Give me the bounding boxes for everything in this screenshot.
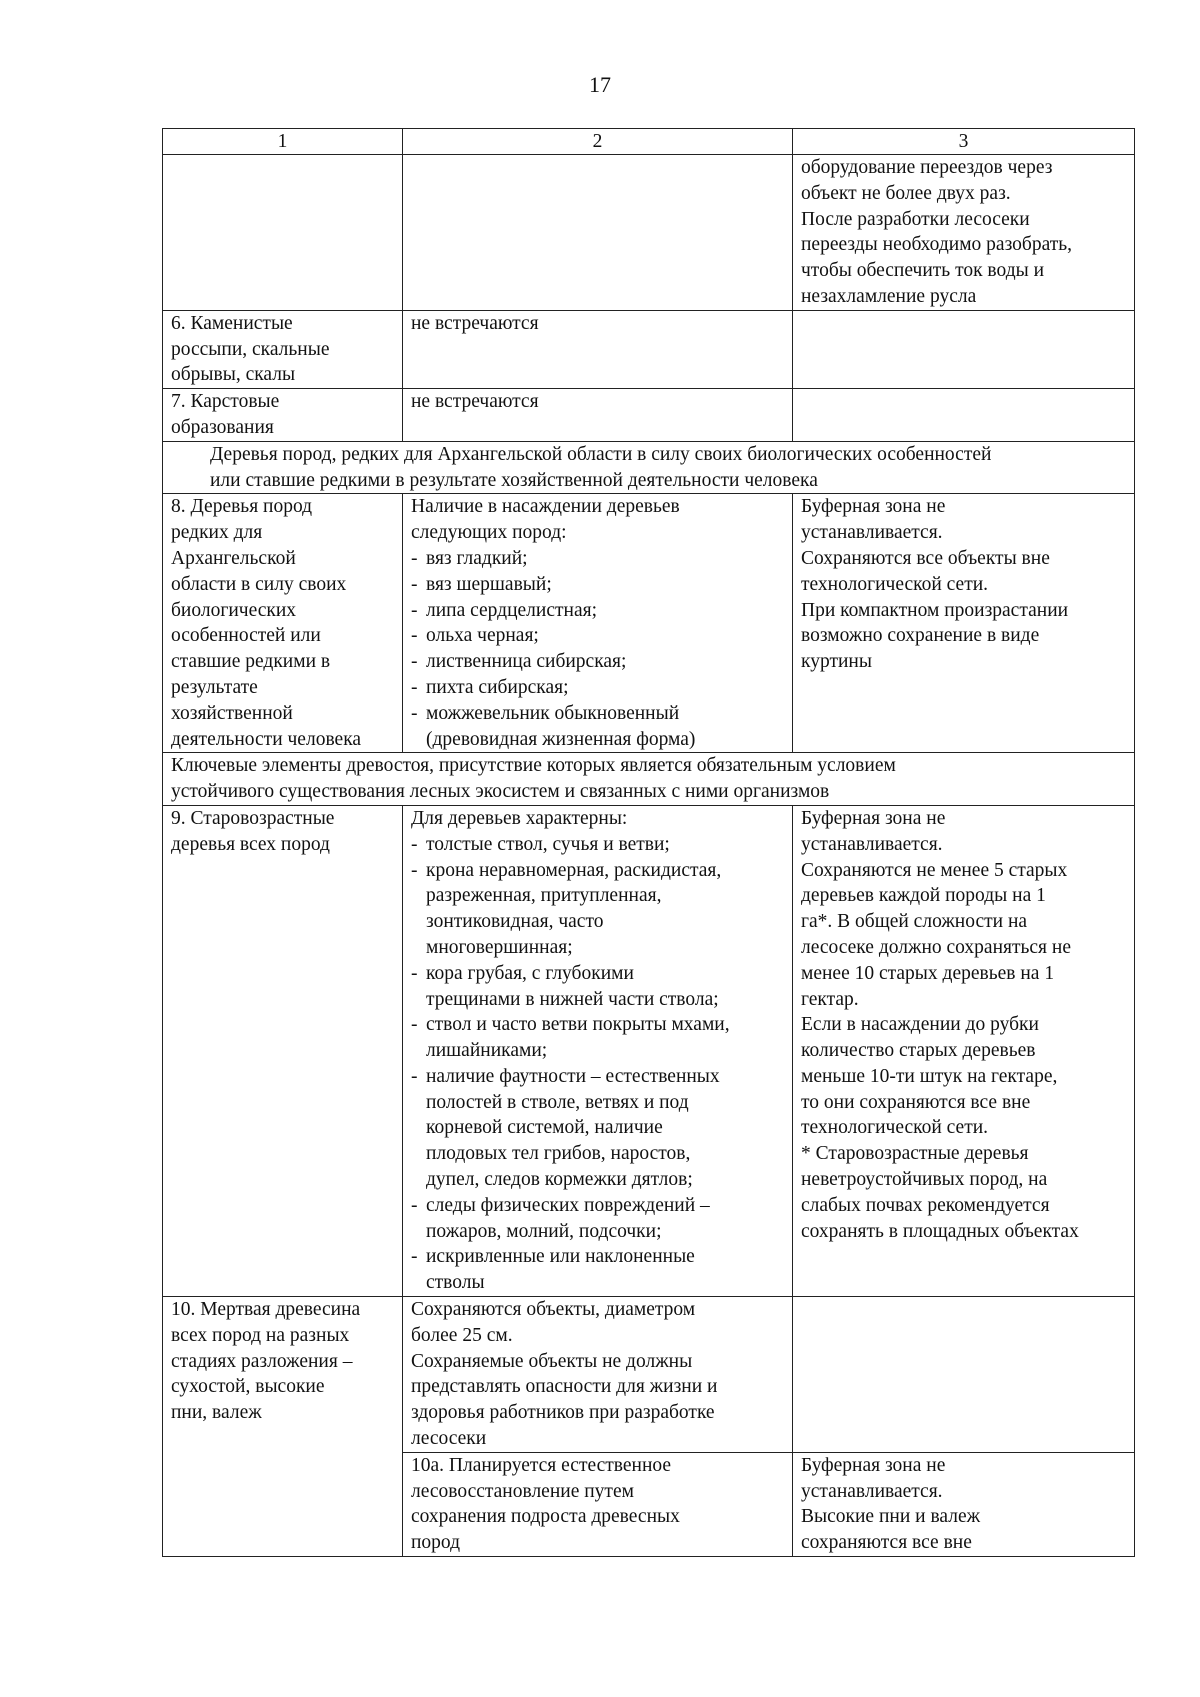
list-item-line: зонтиковидная, часто [426,911,604,933]
list-item-line: дупел, следов кормежки дятлов; [426,1169,693,1191]
table-row-8 [163,494,1135,753]
table-header-row [163,129,1135,155]
text-line: * Старовозрастные деревья [801,1143,1029,1165]
text-line: Наличие в насаждении деревьев [411,496,680,518]
text-line: россыпи, скальные [171,338,330,360]
text-line: менее 10 старых деревьев на 1 [801,962,1055,984]
text-line: Буферная зона не [801,807,946,829]
text-line: Сохраняются не менее 5 старых [801,859,1068,881]
text-line: пород [411,1532,461,1554]
text-line: 10. Мертвая древесина [171,1299,361,1321]
cell-row10-measures [793,1297,1135,1453]
list-item-line: трещинами в нижней части ствола; [426,988,719,1010]
table-row-10 [163,1297,1135,1453]
text-line: га*. В общей сложности на [801,911,1028,933]
list-item [411,572,784,598]
list-item-line: - ольха черная; [426,625,539,647]
text-line: редких для [171,522,263,544]
cell-row10-object [163,1297,403,1557]
text-line: пни, валеж [171,1402,262,1424]
list-item [411,961,784,1013]
list-item-line: - вяз гладкий; [426,547,528,569]
text-line: незахламление русла [801,285,977,307]
row8-criteria-intro [411,494,784,546]
text-line: хозяйственной [171,702,293,724]
text-line: Деревья пород, редких для Архангельской области в силу своих биологических особенностей [210,443,992,465]
text-line: куртины [801,651,872,673]
table-row-7 [163,389,1135,442]
text-line: деятельности человека [171,728,362,750]
text-line: 8. Деревья пород [171,496,313,518]
text-line: или ставшие редкими в результате хозяйственной деятельности человека [210,469,818,491]
text-line: сохранять в площадных объектах [801,1220,1079,1242]
cell-cont-col1 [163,155,403,311]
list-item-line: разреженная, притупленная, [426,885,662,907]
text-line: сохраняются все вне [801,1532,972,1554]
text-line: устанавливается. [801,833,943,855]
text-line: деревьев каждой породы на 1 [801,885,1046,907]
cell-row10a-criteria [403,1452,793,1556]
list-item [411,675,784,701]
row9-criteria-intro [411,806,784,832]
text-line: области в силу своих [171,573,347,595]
cell-cont-col3 [793,155,1135,311]
cell-row9-object [163,805,403,1296]
text-line: более 25 см. [411,1324,513,1346]
text-line: Буферная зона не [801,1454,946,1476]
cell-cont-col2 [403,155,793,311]
list-item-line: (древовидная жизненная форма) [426,728,696,750]
header-cell-3: 3 [793,129,1135,155]
text-line: 9. Старовозрастные [171,807,335,829]
list-item-line: стволы [426,1272,485,1294]
list-item-line: - искривленные или наклоненные [426,1246,695,1268]
text-line: количество старых деревьев [801,1040,1036,1062]
list-item-line: многовершинная; [426,936,573,958]
list-item [411,1193,784,1245]
list-item-line: - пихта сибирская; [426,676,569,698]
list-item-line: - можжевельник обыкновенный [426,702,680,724]
text-line: оборудование переездов через [801,157,1053,178]
cell-row9-criteria [403,805,793,1296]
list-item [411,623,784,649]
text-line: Буферная зона не [801,496,946,518]
text-line: Сохраняемые объекты не должны [411,1350,693,1372]
text-line: особенностей или [171,625,321,647]
page-number: 17 [589,72,611,97]
text-line: неветроустойчивых пород, на [801,1169,1048,1191]
text-line: возможно сохранение в виде [801,625,1040,647]
cell-row7-measures [793,389,1135,442]
section-row-rare-trees [163,441,1135,494]
list-item [411,832,784,858]
cell-row10-criteria [403,1297,793,1453]
table-row-continuation [163,155,1135,311]
text-line: технологической сети. [801,573,989,595]
text-line: Ключевые элементы древостоя, присутствие которых является обязательным условием [171,755,896,777]
list-item [411,1012,784,1064]
cell-row10a-measures [793,1452,1135,1556]
text-line: ставшие редкими в [171,651,331,673]
header-cell-1: 1 [163,129,403,155]
text-line: гектар. [801,988,859,1010]
list-item-line: пожаров, молний, подсочки; [426,1220,662,1242]
text-line: следующих пород: [411,522,567,544]
text-line: стадиях разложения – [171,1350,353,1372]
text-line: слабых почвах рекомендуется [801,1194,1050,1216]
text-line: не встречаются [411,391,539,413]
text-line: здоровья работников при разработке [411,1402,715,1424]
section-row-key-elements [163,753,1135,806]
text-line: лесосеке должно сохраняться не [801,936,1071,958]
list-item [411,1244,784,1296]
cell-row9-measures [793,805,1135,1296]
text-line: устанавливается. [801,1480,943,1502]
text-line: лесосеки [411,1428,487,1450]
text-line: результате [171,676,258,698]
text-line: устойчивого существования лесных экосистем и связанных с ними организмов [171,781,830,803]
text-line: 10а. Планируется естественное [411,1454,672,1476]
text-line: лесовосстановление путем [411,1480,634,1502]
list-item-line: - лиственница сибирская; [426,651,627,673]
cell-row8-measures [793,494,1135,753]
cell-row6-criteria [403,310,793,388]
text-line: меньше 10-ти штук на гектаре, [801,1065,1058,1087]
list-item [411,858,784,961]
text-line: не встречаются [411,312,539,334]
text-line: 6. Каменистые [171,312,293,334]
text-line: При компактном произрастании [801,599,1069,621]
text-line: Сохраняются объекты, диаметром [411,1299,696,1321]
text-line: образования [171,416,274,438]
cell-row6-measures [793,310,1135,388]
list-item-line: - следы физических повреждений – [426,1194,710,1216]
list-item [411,649,784,675]
list-item [411,1064,784,1193]
text-line: биологических [171,599,297,621]
text-line: Сохраняются все объекты вне [801,547,1050,569]
list-item [411,598,784,624]
list-item-line: лишайниками; [426,1040,548,1062]
header-cell-2: 2 [403,129,793,155]
list-item-line: - наличие фаутности – естественных [426,1065,720,1087]
text-line: всех пород на разных [171,1324,350,1346]
list-item-line: плодовых тел грибов, наростов, [426,1143,691,1165]
cell-row7-criteria [403,389,793,442]
text-line: После разработки лесосеки [801,208,1030,230]
text-line: технологической сети. [801,1117,989,1139]
list-item [411,546,784,572]
cell-row7-object [163,389,403,442]
text-line: 7. Карстовые [171,391,280,413]
text-line: Если в насаждении до рубки [801,1014,1039,1036]
text-line: Высокие пни и валеж [801,1506,981,1528]
text-line: то они сохраняются все вне [801,1091,1031,1113]
list-item-line: - кора грубая, с глубокими [426,962,634,984]
cell-row8-criteria [403,494,793,753]
section-heading-rare-trees [163,441,1135,494]
buffer-zone-table [162,128,1135,1557]
text-line: представлять опасности для жизни и [411,1376,718,1398]
cell-row6-object [163,310,403,388]
list-item-line: - липа сердцелистная; [426,599,598,621]
list-item-line: - вяз шершавый; [426,573,552,595]
list-item [411,701,784,753]
table-row-6 [163,310,1135,388]
section-heading-key-elements [163,753,1135,806]
text-line: Архангельской [171,547,296,569]
text-line: обрывы, скалы [171,364,296,386]
text-line: объект не более двух раз. [801,182,1011,204]
text-line: деревья всех пород [171,833,330,855]
list-item-line: - толстые ствол, сучья и ветви; [426,833,670,855]
table-row-9 [163,805,1135,1296]
list-item-line: - ствол и часто ветви покрыты мхами, [426,1014,730,1036]
text-line: Для деревьев характерны: [411,807,628,829]
row9-features-list [411,832,784,1296]
text-line: чтобы обеспечить ток воды и [801,260,1045,282]
cell-row8-object [163,494,403,753]
list-item-line: корневой системой, наличие [426,1117,663,1139]
text-line: сохранения подроста древесных [411,1506,680,1528]
list-item-line: - крона неравномерная, раскидистая, [426,859,722,881]
row8-species-list [411,546,784,752]
list-item-line: полостей в стволе, ветвях и под [426,1091,689,1113]
text-line: устанавливается. [801,522,943,544]
text-line: сухостой, высокие [171,1376,325,1398]
text-line: переезды необходимо разобрать, [801,234,1073,256]
